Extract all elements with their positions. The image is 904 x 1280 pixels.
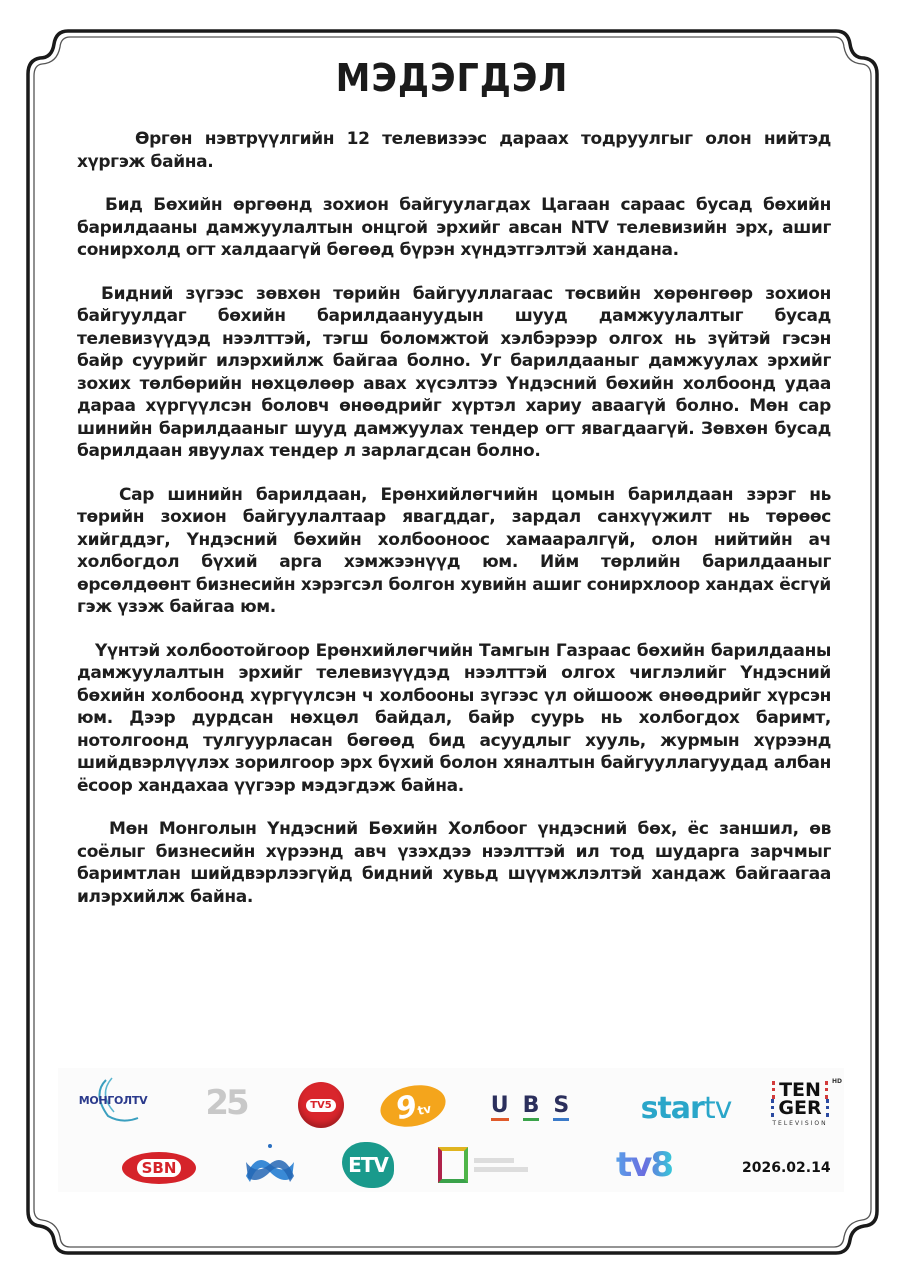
tenger-tv-logo [758,1076,842,1132]
tenger-hd-text: HD [831,1078,842,1085]
broadcaster-logos [58,1068,844,1192]
tenger-subtitle: TELEVISION [772,1120,828,1127]
sbn-text: SBN [137,1159,182,1177]
frame-logo-mark [438,1147,468,1183]
ubs-letter-b: B [523,1093,540,1121]
paragraph-2 [77,194,831,262]
paragraph-text: Бид Бөхийн өргөөнд зохион байгуулагдах Цагаан сараас бусад бөхийн барилдааны дамжуулалтын онцгой эрхийг авсан NTV телевизийн эрх, ашиг сонирхолд огт халдаагүй бөгөөд бүрэн хүндэтгэлтэй хандана. [77,195,831,260]
paragraph-1 [77,128,831,173]
paragraph-6 [77,818,831,908]
document-body [77,128,831,929]
tv8-text: tv8 [615,1145,673,1185]
mongol-tv-logo [72,1076,154,1124]
tv9-text: 9 [392,1088,421,1127]
ubs-logo [478,1090,582,1124]
tv5-text: TV5 [306,1099,336,1112]
blue-knot-icon [242,1142,298,1188]
paragraph-text: Мөн Монголын Үндэсний Бөхийн Холбоог үндэсний бөх, ёс заншил, өв соёлыг бизнесийн хүрээнд авч үзэхдээ нээлттэй ил тод шударга зарчмыг баримтлан шийдвэрлээгүйд бидний хувьд шүүмжлэлтэй хандаж байгаагаа илэрхийлж байна. [77,819,831,907]
paragraph-text: Үүнтэй холбоотойгоор Ерөнхийлөгчийн Тамгын Газраас бөхийн барилдааны дамжуулалтын эрхийг телевизүүдэд нээлттэй олгох чиглэлийг Үндэсний бөхийн холбоонд хүргүүлсэн ч холбооны зүгээс үл ойшоож өнөөдрийг хүрсэн юм. Дээр дурдсан нөхцөл байдал, байр суурь нь холбогдох баримт, нотолгоонд тулгуурласан бөгөөд бид асуудлыг хууль, журмын хүрээнд шийдвэрлүүлэх зорилгоор эрх бүхий болон хяналтын байгууллагуудад албан ёсоор хандахаа үүгээр мэдэгдэж байна. [77,640,831,796]
frame-logo [438,1142,536,1188]
paragraph-4 [77,484,831,619]
sbn-logo [122,1152,196,1184]
paragraph-text: Өргөн нэвтрүүлгийн 12 телевизээс дараах тодруулгыг олон нийтэд хүргэж байна. [77,129,831,172]
tenger-line1: TEN [772,1081,828,1099]
document-title: МЭДЭГДЭЛ [335,56,569,100]
ubs-letter-u: U [491,1093,509,1121]
tv5-logo [298,1082,344,1128]
document-date: 2026.02.14 [742,1160,831,1176]
ubs-letter-s: S [553,1093,569,1121]
paragraph-text: Бидний зүгээс зөвхөн төрийн байгууллагаас төсвийн хөрөнгөөр зохион байгуулдаг бөхийн барилдаануудын шууд дамжуулалтыг бусад телевизүүдэд нээлттэй, тэгш боломжтой хэлбэрээр олгох нь зүйтэй гэсэн байр суурийг илэрхийлж байгаа болно. Уг барилдааныг дамжуулах эрхийг зохих төлбөрийн нөхцөлөөр авах хүсэлтээ Үндэсний бөхийн холбоонд удаа дараа хүргүүлсэн боловч өнөөдрийг хүртэл хариу аваагүй болно. Мөн сар шинийн барилдааныг шууд дамжуулах тендер огт явагдаагүй. Зөвхөн бусад барилдаан явуулах тендер л зарлагдсан болно. [77,283,831,461]
tv9-logo [377,1080,450,1133]
star-tv-logo [624,1088,748,1128]
paragraph-5 [77,640,831,798]
tenger-line2: GER [771,1099,828,1117]
blue-knot-logo [242,1142,298,1188]
star-tv-text-bold: star [640,1090,704,1126]
etv-logo [342,1142,394,1188]
tv25-logo [194,1078,258,1128]
paragraph-3 [77,283,831,463]
mongol-tv-text: МОНГОЛTV [78,1093,148,1107]
star-tv-text-light: tv [703,1090,732,1126]
tv8-logo [594,1142,694,1188]
paragraph-text: Сар шинийн барилдаан, Ерөнхийлөгчийн цомын барилдаан зэрэг нь төрийн зохион байгуулалтаар явагддаг, зардал санхүүжилт нь төрөөс хийгддэг, Үндэсний бөхийн холбооноос хамааралгүй, олон нийтийн ач холбогдол бүхий арга хэмжээнүүд юм. Ийм төрлийн барилдааныг өрсөлдөөнт бизнесийн хэрэгсэл болгон хувийн ашиг сонирхлоор хандах ёсгүй гэж үзэж байгаа юм. [77,484,831,617]
tv9-suffix: tv [416,1101,433,1118]
etv-text: ETV [348,1153,388,1177]
tv25-text: 25 [205,1083,247,1123]
frame-logo-text-bars [474,1158,528,1172]
